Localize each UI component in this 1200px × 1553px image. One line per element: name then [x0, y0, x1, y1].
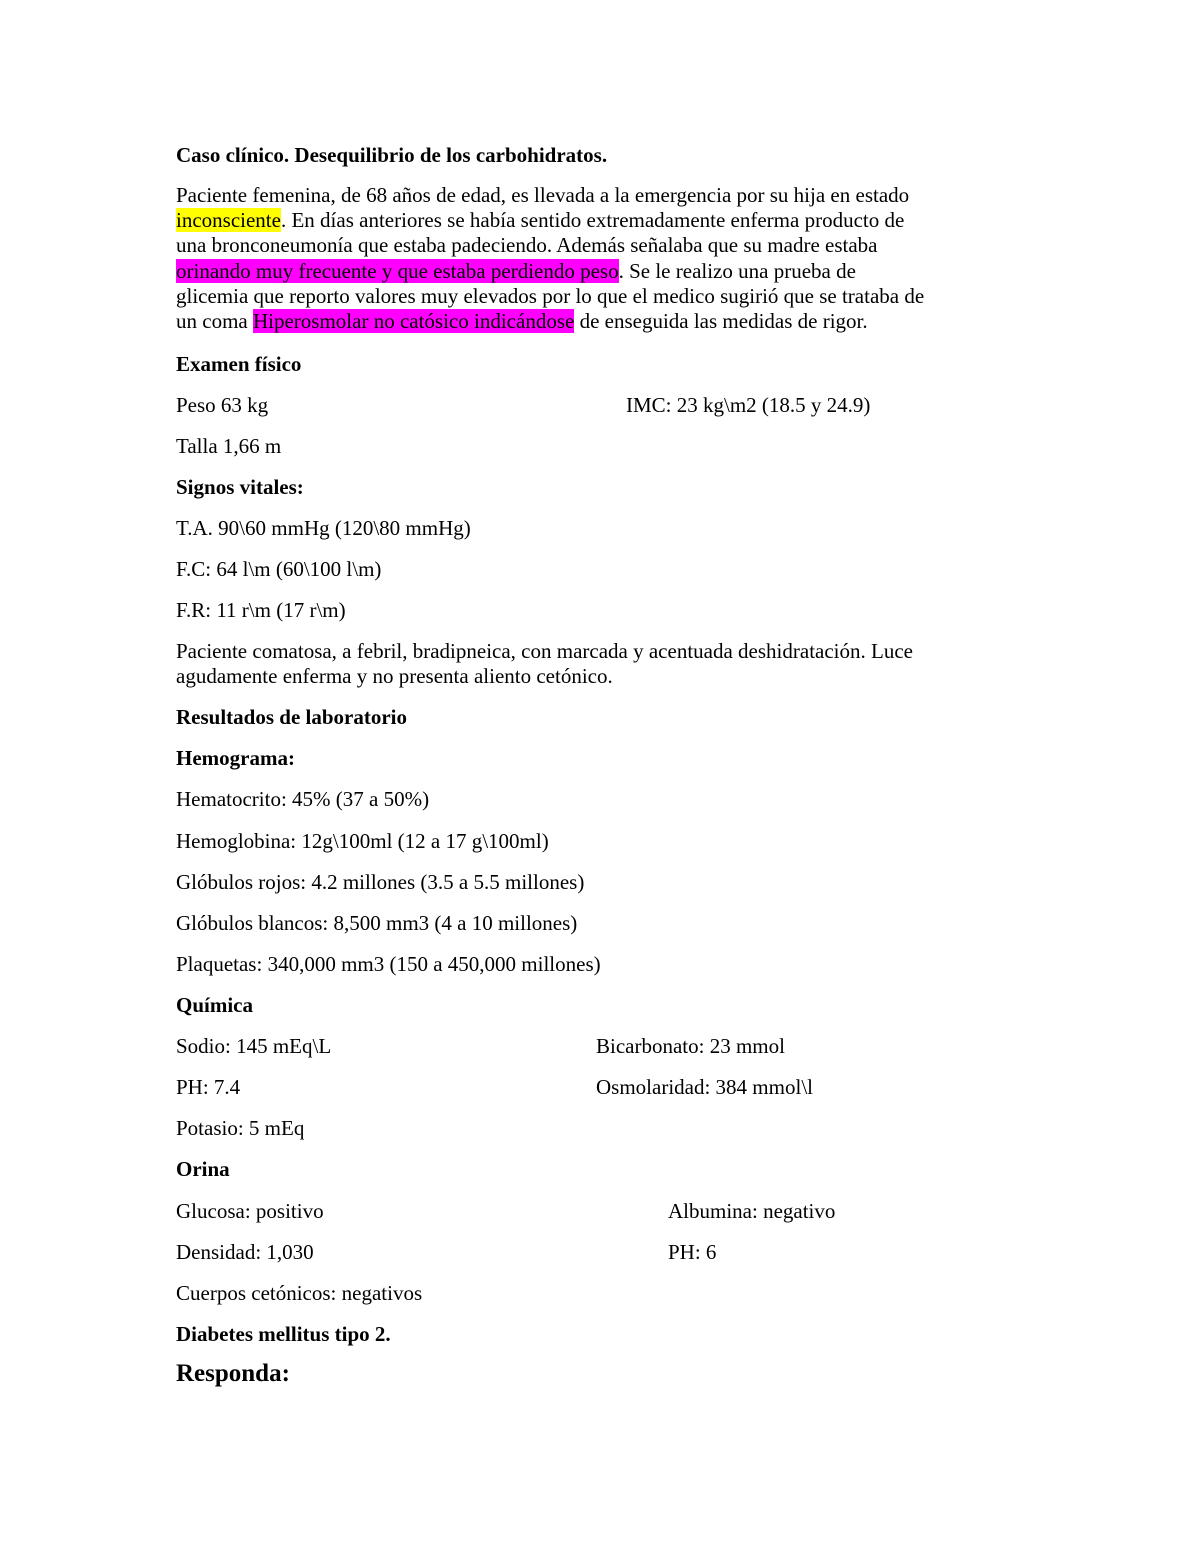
highlight-hiperosmolar: Hiperosmolar no catósico indicándose	[252, 309, 575, 333]
globulos-blancos-value: Glóbulos blancos: 8,500 mm3 (4 a 10 millones)	[176, 911, 578, 935]
case-text: glicemia que reporto valores muy elevados por lo que el medico sugirió que se trataba de	[176, 284, 925, 308]
densidad-value: Densidad: 1,030	[176, 1240, 314, 1264]
potasio-value: Potasio: 5 mEq	[176, 1116, 305, 1140]
case-text: un coma	[176, 309, 253, 333]
signos-vitales-heading: Signos vitales:	[176, 475, 304, 499]
fr-value: F.R: 11 r\m (17 r\m)	[176, 598, 346, 622]
case-text: . En días anteriores se había sentido extremadamente enferma producto de	[280, 208, 905, 232]
highlight-inconsciente: inconsciente	[176, 208, 281, 232]
ph-quimica-value: PH: 7.4	[176, 1075, 241, 1099]
laboratorio-heading: Resultados de laboratorio	[176, 705, 407, 729]
orina-heading: Orina	[176, 1157, 230, 1181]
globulos-rojos-value: Glóbulos rojos: 4.2 millones (3.5 a 5.5 millones)	[176, 870, 585, 894]
glucosa-value: Glucosa: positivo	[176, 1199, 324, 1223]
imc-value: IMC: 23 kg\m2 (18.5 y 24.9)	[626, 393, 871, 417]
diagnostico: Diabetes mellitus tipo 2.	[176, 1322, 391, 1346]
hemoglobina-value: Hemoglobina: 12g\100ml (12 a 17 g\100ml)	[176, 829, 549, 853]
case-line-3	[176, 232, 877, 258]
case-text: una bronconeumonía que estaba padeciendo. Además señalaba que su madre estaba	[176, 233, 878, 257]
sodio-value: Sodio: 145 mEq\L	[176, 1034, 332, 1058]
bicarbonato-value: Bicarbonato: 23 mmol	[596, 1034, 785, 1058]
ph-orina-value: PH: 6	[668, 1240, 717, 1264]
fc-value: F.C: 64 l\m (60\100 l\m)	[176, 557, 382, 581]
talla-value: Talla 1,66 m	[176, 434, 282, 458]
case-text: de enseguida las medidas de rigor.	[574, 309, 868, 333]
peso-value: Peso 63 kg	[176, 393, 269, 417]
document-title: Caso clínico. Desequilibrio de los carbohidratos.	[176, 143, 608, 167]
quimica-heading: Química	[176, 993, 253, 1017]
ta-value: T.A. 90\60 mmHg (120\80 mmHg)	[176, 516, 471, 540]
hematocrito-value: Hematocrito: 45% (37 a 50%)	[176, 787, 430, 811]
hemograma-heading: Hemograma:	[176, 746, 295, 770]
case-line-4	[176, 258, 856, 284]
responda-heading: Responda:	[176, 1360, 290, 1387]
albumina-value: Albumina: negativo	[668, 1199, 836, 1223]
cuerpos-cetonicos-value: Cuerpos cetónicos: negativos	[176, 1281, 423, 1305]
signos-description-2: agudamente enferma y no presenta aliento cetónico.	[176, 664, 613, 688]
examen-fisico-heading: Examen físico	[176, 352, 302, 376]
case-text: Paciente femenina, de 68 años de edad, es llevada a la emergencia por su hija en estado	[176, 183, 910, 207]
case-line-2	[176, 207, 904, 233]
signos-description-1: Paciente comatosa, a febril, bradipneica, con marcada y acentuada deshidratación. Luce	[176, 639, 913, 663]
osmolaridad-value: Osmolaridad: 384 mmol\l	[596, 1075, 813, 1099]
case-line-6	[176, 308, 868, 334]
case-line-1	[176, 182, 909, 208]
plaquetas-value: Plaquetas: 340,000 mm3 (150 a 450,000 millones)	[176, 952, 601, 976]
case-text: . Se le realizo una prueba de	[618, 259, 856, 283]
case-line-5	[176, 283, 924, 309]
highlight-orinando: orinando muy frecuente y que estaba perdiendo peso	[176, 259, 619, 283]
